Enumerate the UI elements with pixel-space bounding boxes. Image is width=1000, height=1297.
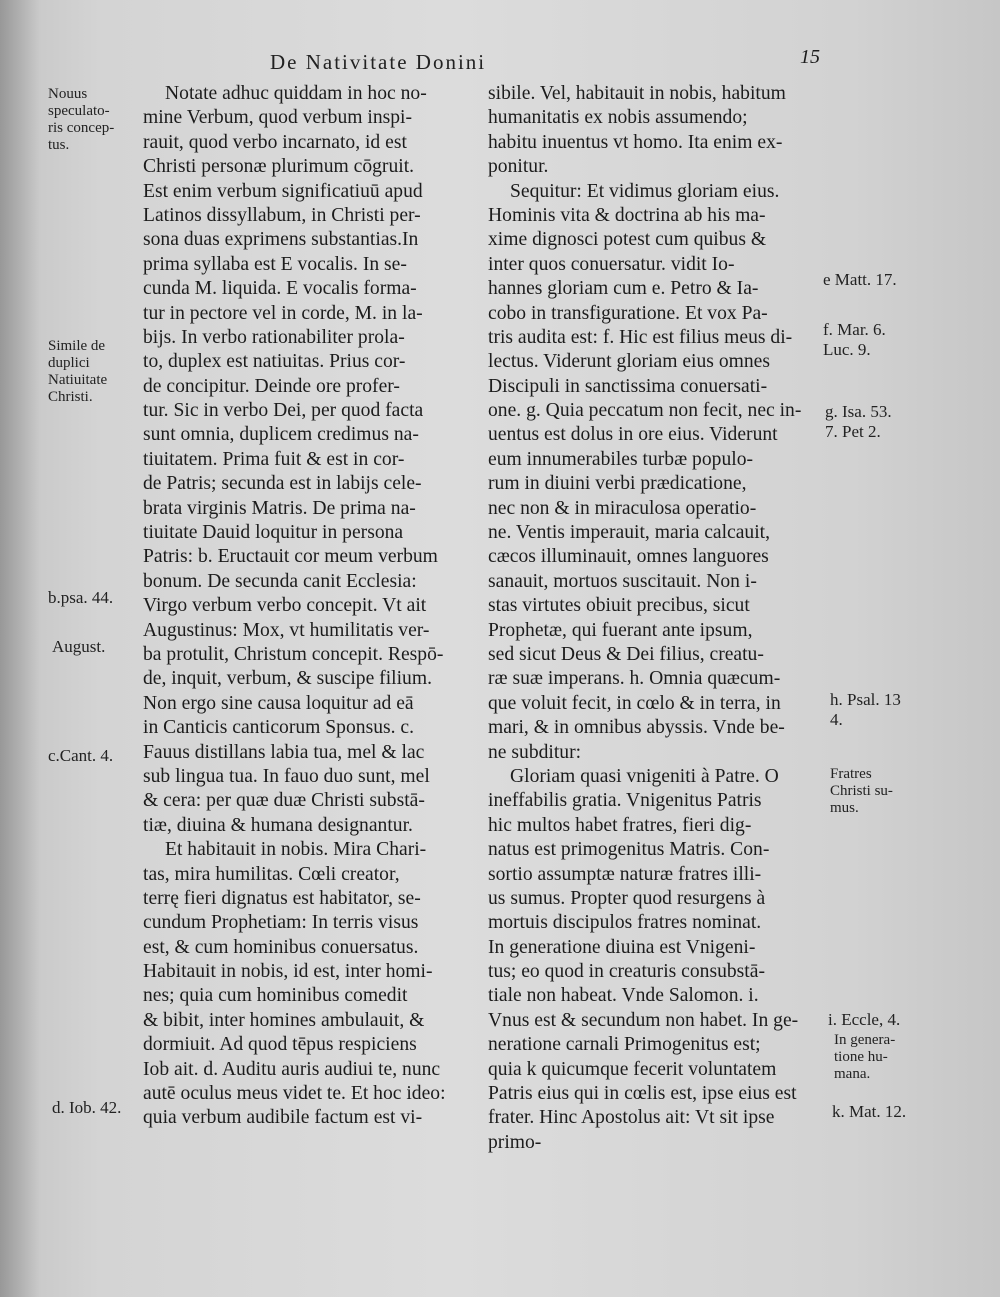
margin-note-line: e Matt. 17. xyxy=(823,270,897,289)
text-line: sunt omnia, duplicem credimus na- xyxy=(143,424,419,446)
text-line: in Canticis canticorum Sponsus. c. xyxy=(143,717,415,739)
margin-note-august xyxy=(52,637,105,657)
page-number: 15 xyxy=(800,46,820,68)
margin-note-isa53 xyxy=(825,402,892,442)
text-line: tiæ, diuina & humana designantur. xyxy=(143,814,413,836)
text-line: Vnus est & secundum non habet. In ge- xyxy=(488,1009,799,1031)
text-line: inter quos conuersatur. vidit Io- xyxy=(488,253,735,275)
margin-note-matt17 xyxy=(823,270,897,290)
margin-note-line: speculato- xyxy=(48,103,110,119)
text-line: terrę fieri dignatus est habitator, se- xyxy=(143,887,421,909)
margin-note-fratres xyxy=(830,766,893,817)
text-line: neratione carnali Primogenitus est; xyxy=(488,1034,761,1056)
text-line: bonum. De secunda canit Ecclesia: xyxy=(143,570,417,592)
text-line: ræ suæ imperans. h. Omnia quæcum- xyxy=(488,668,781,690)
margin-note-line: Natiuitate xyxy=(48,372,108,388)
text-line: uentus est dolus in ore eius. Viderunt xyxy=(488,424,778,446)
text-line: Notate adhuc quiddam in hoc no- xyxy=(165,83,427,104)
margin-note-line: k. Mat. 12. xyxy=(832,1102,907,1121)
text-line: tus; eo quod in creaturis consubstā- xyxy=(488,961,765,983)
text-line: In generatione diuina est Vnigeni- xyxy=(488,936,756,958)
text-line: mari, & in omnibus abyssis. Vnde be- xyxy=(488,717,785,739)
margin-note-simile xyxy=(48,338,107,406)
margin-note-line: f. Mar. 6. xyxy=(823,320,886,339)
text-line: Prophetæ, qui fuerant ante ipsum, xyxy=(488,619,753,641)
text-line: one. g. Quia peccatum non fecit, nec in- xyxy=(488,400,802,422)
text-line: sortio assumptæ naturæ fratres illi- xyxy=(488,863,762,885)
text-line: xime dignosci potest cum quibus & xyxy=(488,229,767,251)
text-line: cæcos illuminauit, omnes languores xyxy=(488,546,769,568)
text-line: nes; quia cum hominibus comedit xyxy=(143,985,408,1007)
text-line: Patris: b. Eructauit cor meum verbum xyxy=(143,546,438,568)
margin-note-line: Luc. 9. xyxy=(823,340,871,359)
margin-note-line: 4. xyxy=(830,710,843,729)
text-line: quia k quicumque fecerit voluntatem xyxy=(488,1058,777,1080)
margin-note-line: Simile de xyxy=(48,338,106,354)
text-line: Virgo verbum verbo concepit. Vt ait xyxy=(143,595,427,617)
margin-note-line: b.psa. 44. xyxy=(48,588,114,607)
text-line: frater. Hinc Apostolus ait: Vt sit ipse xyxy=(488,1107,775,1129)
margin-note-line: i. Eccle, 4. xyxy=(828,1010,901,1029)
text-line: us sumus. Propter quod resurgens à xyxy=(488,887,766,909)
margin-note-line: mana. xyxy=(834,1066,871,1082)
text-line: tur. Sic in verbo Dei, per quod facta xyxy=(143,400,424,422)
margin-note-line: Christi. xyxy=(48,389,93,405)
text-line: quia verbum audibile factum est vi- xyxy=(143,1107,423,1129)
margin-note-in-generatione xyxy=(834,1032,895,1083)
text-line: primo- xyxy=(488,1131,542,1153)
margin-note-line: h. Psal. 13 xyxy=(830,690,901,709)
text-line: Sequitur: Et vidimus gloriam eius. xyxy=(510,180,780,202)
text-line: Latinos dissyllabum, in Christi per- xyxy=(143,204,421,226)
text-line: brata virginis Matris. De prima na- xyxy=(143,497,416,519)
text-line: ne. Ventis imperauit, maria calcauit, xyxy=(488,522,771,544)
text-line: tiuitate Dauid loquitur in persona xyxy=(143,522,404,544)
text-line: Patris eius qui in cœlis est, ipse eius est xyxy=(488,1083,797,1105)
text-line: to, duplex est natiuitas. Prius cor- xyxy=(143,351,406,373)
margin-note-mar6 xyxy=(823,320,886,360)
text-line: rum in diuini verbi prædicatione, xyxy=(488,473,747,495)
text-line: Est enim verbum significatiuū apud xyxy=(143,180,423,202)
text-line: ponitur. xyxy=(488,156,549,178)
text-line: tiuitatem. Prima fuit & est in cor- xyxy=(143,448,405,470)
margin-note-line: tione hu- xyxy=(834,1049,888,1065)
text-line: autē oculus meus videt te. Et hoc ideo: xyxy=(143,1083,446,1105)
margin-note-line: Christi su- xyxy=(830,783,893,799)
text-line: bijs. In verbo rationabiliter prola- xyxy=(143,326,405,348)
text-line: de concipitur. Deinde ore profer- xyxy=(143,375,400,397)
right-text-column xyxy=(488,82,828,1155)
margin-note-line: Nouus xyxy=(48,86,88,102)
text-line: Habitauit in nobis, id est, inter homi- xyxy=(143,961,433,983)
margin-note-line: ris concep- xyxy=(48,120,115,136)
text-line: tur in pectore vel in corde, M. in la- xyxy=(143,302,423,324)
text-line: mortuis discipulos fratres nominat. xyxy=(488,912,762,934)
margin-note-line: d. Iob. 42. xyxy=(52,1098,122,1117)
page-gutter-shadow xyxy=(0,0,40,1297)
text-line: tris audita est: f. Hic est filius meus di- xyxy=(488,326,793,348)
margin-note-nouus xyxy=(48,86,114,154)
text-line: habitu inuentus vt homo. Ita enim ex- xyxy=(488,131,783,153)
text-line: ba protulit, Christum concepit. Respō- xyxy=(143,643,444,665)
text-line: ne subditur: xyxy=(488,741,582,763)
text-line: Et habitauit in nobis. Mira Chari- xyxy=(165,839,427,861)
text-line: lectus. Viderunt gloriam eius omnes xyxy=(488,351,770,373)
text-line: tas, mira humilitas. Cœli creator, xyxy=(143,863,400,885)
text-line: dormiuit. Ad quod tēpus respiciens xyxy=(143,1034,417,1056)
text-line: de Patris; secunda est in labijs cele- xyxy=(143,473,422,495)
text-line: nec non & in miraculosa operatio- xyxy=(488,497,757,519)
text-line: Gloriam quasi vnigeniti à Patre. O xyxy=(510,765,779,787)
text-line: Christi personæ plurimum cōgruit. xyxy=(143,156,415,178)
text-line: ineffabilis gratia. Vnigenitus Patris xyxy=(488,790,762,812)
margin-note-line: c.Cant. 4. xyxy=(48,746,114,765)
left-text-column xyxy=(143,82,483,1131)
text-line: Iob ait. d. Auditu auris audiui te, nunc xyxy=(143,1058,441,1080)
margin-note-eccle4 xyxy=(828,1010,900,1030)
margin-note-psa44 xyxy=(48,588,113,608)
text-line: Discipuli in sanctissima conuersati- xyxy=(488,375,768,397)
margin-note-line: 7. Pet 2. xyxy=(825,422,881,441)
margin-note-iob42 xyxy=(52,1098,121,1118)
running-title: De Nativitate Donini xyxy=(270,50,487,74)
text-line: humanitatis ex nobis assumendo; xyxy=(488,107,748,129)
margin-note-line: duplici xyxy=(48,355,90,371)
margin-note-line: August. xyxy=(52,637,106,656)
margin-note-line: In genera- xyxy=(834,1032,896,1048)
text-line: que voluit fecit, in cœlo & in terra, in xyxy=(488,692,781,714)
text-line: & cera: per quæ duæ Christi substā- xyxy=(143,790,425,812)
text-line: est, & cum hominibus conuersatus. xyxy=(143,936,419,958)
margin-note-mat12 xyxy=(832,1102,906,1122)
text-line: hannes gloriam cum e. Petro & Ia- xyxy=(488,278,759,300)
text-line: sona duas exprimens substantias.In xyxy=(143,229,419,251)
margin-note-line: Fratres xyxy=(830,766,872,782)
text-line: Augustinus: Mox, vt humilitatis ver- xyxy=(143,619,430,641)
text-line: sed sicut Deus & Dei filius, creatu- xyxy=(488,643,764,665)
text-line: Hominis vita & doctrina ab his ma- xyxy=(488,204,766,226)
text-line: sanauit, mortuos suscitauit. Non i- xyxy=(488,570,757,592)
text-line: eum innumerabiles turbæ populo- xyxy=(488,448,754,470)
text-line: stas virtutes obiuit precibus, sicut xyxy=(488,595,750,617)
text-line: cunda M. liquida. E vocalis forma- xyxy=(143,278,417,300)
text-line: cundum Prophetiam: In terris visus xyxy=(143,912,419,934)
text-line: & bibit, inter homines ambulauit, & xyxy=(143,1009,425,1031)
text-line: Fauus distillans labia tua, mel & lac xyxy=(143,741,425,763)
margin-note-psal13 xyxy=(830,690,901,730)
text-line: rauit, quod verbo incarnato, id est xyxy=(143,131,407,153)
text-line: de, inquit, verbum, & suscipe filium. xyxy=(143,668,432,690)
text-line: mine Verbum, quod verbum inspi- xyxy=(143,107,413,129)
text-line: sibile. Vel, habitauit in nobis, habitum xyxy=(488,83,786,104)
margin-note-line: g. Isa. 53. xyxy=(825,402,892,421)
text-line: tiale non habeat. Vnde Salomon. i. xyxy=(488,985,759,1007)
margin-note-cant4 xyxy=(48,746,113,766)
text-line: hic multos habet fratres, fieri dig- xyxy=(488,814,752,836)
text-line: cobo in transfiguratione. Et vox Pa- xyxy=(488,302,768,324)
text-line: natus est primogenitus Matris. Con- xyxy=(488,839,770,861)
text-line: sub lingua tua. In fauo duo sunt, mel xyxy=(143,765,430,787)
text-line: prima syllaba est E vocalis. In se- xyxy=(143,253,407,275)
text-line: Non ergo sine causa loquitur ad eā xyxy=(143,692,414,714)
margin-note-line: mus. xyxy=(830,800,859,816)
margin-note-line: tus. xyxy=(48,137,70,153)
